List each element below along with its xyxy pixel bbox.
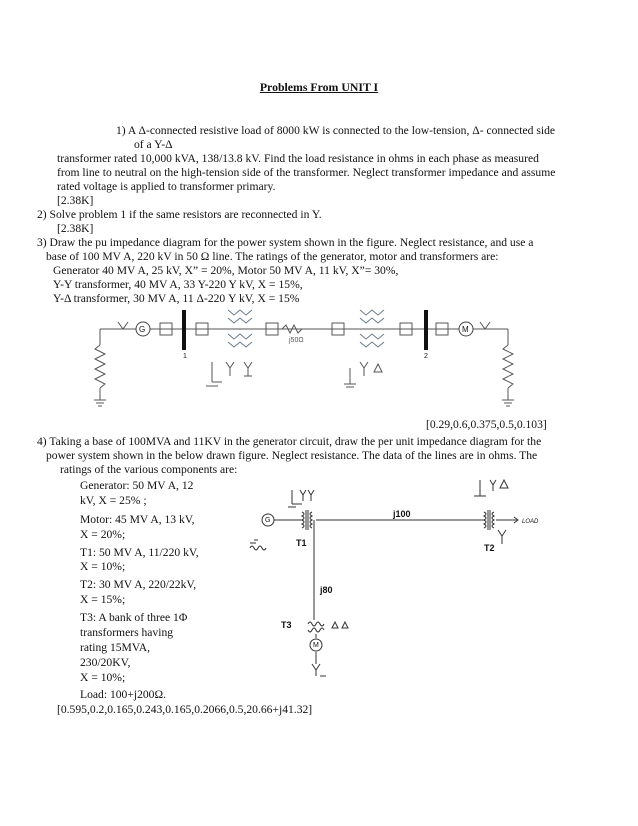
rating-item: T1: 50 MV A, 11/220 kV, bbox=[80, 546, 199, 559]
j80-label: j80 bbox=[320, 585, 333, 595]
motor-label: M bbox=[462, 325, 469, 334]
problem-3-line-4: Y-Y transformer, 40 MV A, 33 Y-220 Y kV, X = 15%, bbox=[53, 278, 303, 291]
problem-4-line-2: power system shown in the below drawn figure. Neglect resistance. The data of the lines are in ohms. The bbox=[46, 449, 538, 462]
rating-item: kV, X = 25% ; bbox=[80, 494, 147, 507]
problem-1-line-4: from line to neutral on the high-tension side of the transformer. Neglect transformer impedance and assume bbox=[57, 166, 556, 179]
page-title: Problems From UNIT I bbox=[259, 80, 379, 94]
rating-item: Load: 100+j200Ω. bbox=[80, 688, 166, 701]
rating-item: X = 10%; bbox=[80, 671, 126, 684]
fig2-generator-label: G bbox=[265, 517, 271, 524]
problem-1-answer: [2.38K] bbox=[57, 194, 94, 207]
rating-item: Generator: 50 MV A, 12 bbox=[80, 479, 194, 492]
problem-2-line-1: 2) Solve problem 1 if the same resistors are reconnected in Y. bbox=[37, 208, 322, 221]
rating-item: T3: A bank of three 1Φ bbox=[80, 611, 188, 624]
line-impedance-label: j50Ω bbox=[289, 337, 304, 344]
problem-1-line-2: of a Y-Δ bbox=[134, 138, 173, 151]
problem-3-line-5: Y-Δ transformer, 30 MV A, 11 Δ-220 Y kV, X = 15% bbox=[53, 292, 300, 305]
load-label: LOAD bbox=[522, 519, 539, 525]
problem-4-line-1: 4) Taking a base of 100MVA and 11KV in the generator circuit, draw the per unit impedance diagram for the bbox=[37, 435, 542, 448]
t2-label: T2 bbox=[484, 543, 495, 553]
bus-2-label: 2 bbox=[424, 353, 428, 360]
t1-label: T1 bbox=[296, 538, 307, 548]
rating-item: rating 15MVA, bbox=[80, 641, 150, 654]
problem-2-answer: [2.38K] bbox=[57, 222, 94, 235]
problem-3-line-2: base of 100 MV A, 220 kV in 50 Ω line. The ratings of the generator, motor and transformers are: bbox=[46, 250, 499, 263]
fig2-motor-label: M bbox=[313, 642, 319, 649]
rating-item: X = 10%; bbox=[80, 560, 126, 573]
bus-1-label: 1 bbox=[183, 353, 187, 360]
j100-label: j100 bbox=[393, 509, 411, 519]
rating-item: 230/20KV, bbox=[80, 656, 131, 669]
problem-4-line-3: ratings of the various components are: bbox=[60, 463, 238, 476]
rating-item: transformers having bbox=[80, 626, 174, 639]
problem-3-line-1: 3) Draw the pu impedance diagram for the power system shown in the figure. Neglect resistance, and use a bbox=[37, 236, 534, 249]
problem-1-line-3: transformer rated 10,000 kVA, 138/13.8 kV. Find the load resistance in ohms in each phase as measured bbox=[57, 152, 539, 165]
generator-label: G bbox=[139, 325, 146, 334]
problem-4-answer: [0.595,0.2,0.165,0.243,0.165,0.2066,0.5,20.66+j41.32] bbox=[57, 703, 313, 716]
problem-3-line-3: Generator 40 MV A, 25 kV, X” = 20%, Motor 50 MV A, 11 kV, X”= 30%, bbox=[53, 264, 399, 277]
problem-1-line-1: 1) A Δ-connected resistive load of 8000 kW is connected to the low-tension, Δ- connected side bbox=[116, 124, 556, 137]
rating-item: X = 15%; bbox=[80, 593, 126, 606]
t3-label: T3 bbox=[281, 620, 292, 630]
problem-3-answer: [0.29,0.6,0.375,0.5,0.103] bbox=[426, 418, 547, 431]
problem-1-line-5: rated voltage is applied to transformer primary. bbox=[57, 180, 276, 193]
rating-item: T2: 30 MV A, 220/22kV, bbox=[80, 578, 197, 591]
rating-item: X = 20%; bbox=[80, 528, 126, 541]
rating-item: Motor: 45 MV A, 13 kV, bbox=[80, 513, 195, 526]
